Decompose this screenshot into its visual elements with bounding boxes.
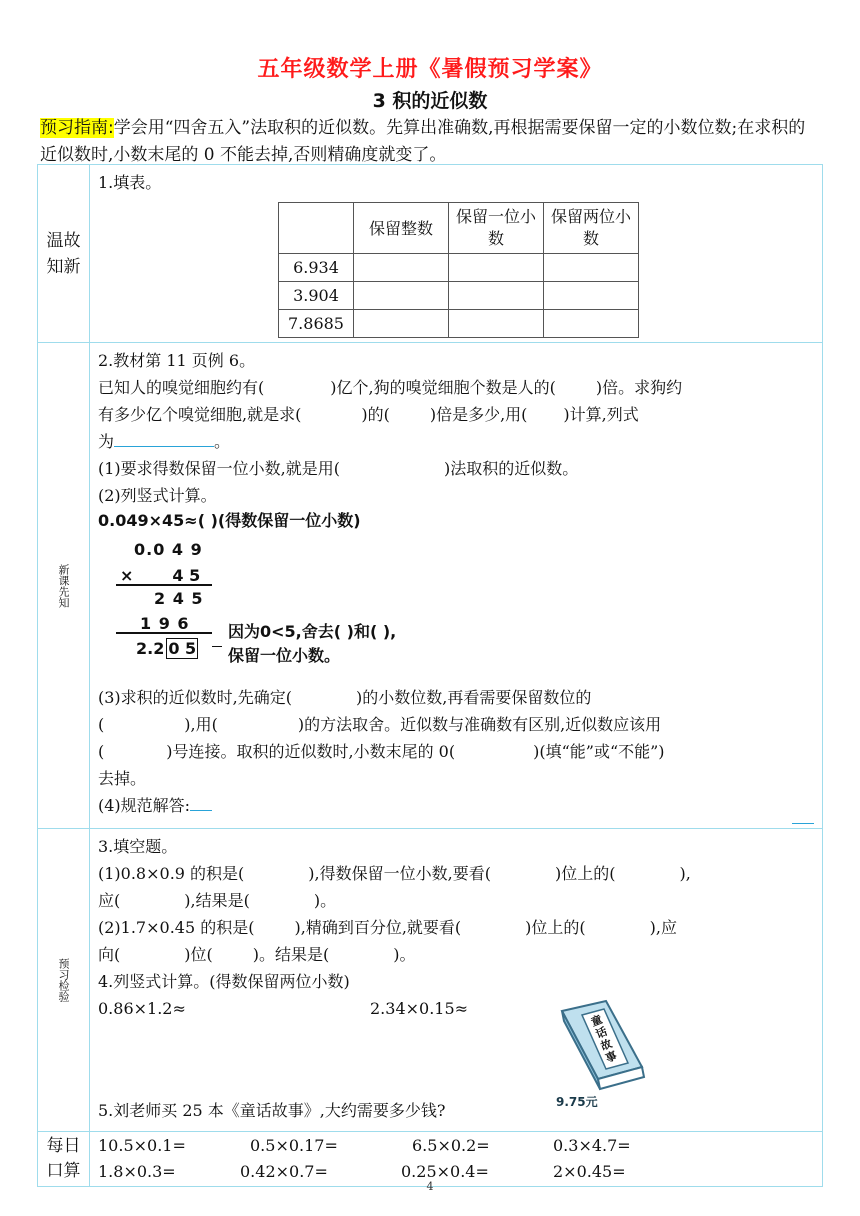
calc-note-1: 因为0<5,舍去( )和( ), <box>228 622 397 641</box>
q3-text: )位( <box>184 945 213 964</box>
q2-step1 <box>98 455 814 482</box>
q3-title: 3.填空题。 <box>98 837 178 856</box>
q2-answer-line-end <box>792 823 814 824</box>
q3-text: ), <box>679 864 691 883</box>
q4-title: 4.列竖式计算。(得数保留两位小数) <box>98 972 350 991</box>
q2-answer-line[interactable] <box>114 428 214 447</box>
q2-text: )法取积的近似数。 <box>444 459 579 478</box>
calc-arrow <box>212 646 222 647</box>
q3-text: )位上的( <box>554 864 616 883</box>
q2-text: )的( <box>361 405 390 424</box>
q1-cell[interactable] <box>354 310 449 338</box>
document-title: 五年级数学上册《暑假预习学案》 <box>257 57 603 82</box>
q1-cell[interactable] <box>544 310 639 338</box>
q3-text: (1)0.8×0.9 的积是( <box>98 864 245 883</box>
q2-text: )倍是多少,用( <box>429 405 528 424</box>
q2-text: 已知人的嗅觉细胞约有( <box>98 378 265 397</box>
q2-text: )的方法取舍。近似数与准确数有区别,近似数应该用 <box>297 715 662 734</box>
q2-text: )倍。求狗约 <box>595 378 683 397</box>
q1-cell[interactable] <box>449 254 544 282</box>
q2-line1 <box>98 374 814 401</box>
q3-text: )。 <box>313 891 337 910</box>
q1-cell[interactable] <box>449 310 544 338</box>
q1-cell[interactable] <box>354 254 449 282</box>
q3-text: 向( <box>98 945 121 964</box>
q2-text: )亿个,狗的嗅觉细胞个数是人的( <box>330 378 556 397</box>
q2-text: )(填“能”或“不能”) <box>533 742 665 761</box>
book-illustration <box>542 997 652 1109</box>
q2-text: ( <box>98 742 105 761</box>
calc-multiplier: × 4 5 <box>120 566 201 585</box>
q1-row-label: 3.904 <box>279 282 354 310</box>
q2-text: (1)要求得数保留一位小数,就是用( <box>98 459 340 478</box>
oral-item: 0.42×0.7= <box>240 1162 328 1181</box>
q3-text: ),应 <box>649 918 677 937</box>
q1-fill-table <box>278 202 639 338</box>
section-review <box>38 165 90 343</box>
q3-text: )。结果是( <box>252 945 330 964</box>
q2-title: 2.教材第 11 页例 6。 <box>98 351 256 370</box>
q1-cell[interactable] <box>544 282 639 310</box>
section-review-label: 温故知新 <box>46 230 81 277</box>
q2-text: ),用( <box>184 715 218 734</box>
oral-item: 0.25×0.4= <box>401 1162 489 1181</box>
calc-result-kept: 2.2 <box>136 639 165 658</box>
section-daily-oral <box>38 1132 90 1187</box>
q3-text: ),得数保留一位小数,要看( <box>308 864 491 883</box>
oral-item: 6.5×0.2= <box>412 1136 490 1155</box>
section-new-lesson <box>38 343 90 829</box>
calc-result <box>136 635 198 662</box>
q2-line3 <box>98 428 814 455</box>
q2-calc-line: 0.049×45≈( )(得数保留一位小数) <box>98 511 361 530</box>
q1-header-two-decimal-text: 保留两位小数 <box>551 207 632 248</box>
q2-step3-line4: 去掉。 <box>98 769 147 788</box>
section-preview-check <box>38 829 90 1132</box>
q2-text: (3)求积的近似数时,先确定( <box>98 688 292 707</box>
book-price: 9.75元 <box>556 1095 598 1109</box>
q2-answer-line[interactable] <box>190 792 212 811</box>
section-preview-check-label: 预习检验 <box>57 958 70 1002</box>
q4-expressions <box>98 995 814 1022</box>
q3-text: (2)1.7×0.45 的积是( <box>98 918 255 937</box>
q2-text: ( <box>98 715 105 734</box>
q2-text: 为 <box>98 432 115 451</box>
guide-text: 学会用“四舍五入”法取积的近似数。先算出准确数,再根据需要保留一定的小数位数;在求积的近似数时,小数末尾的 0 不能去掉,否则精确度就变了。 <box>40 118 806 165</box>
q1-cell[interactable] <box>354 282 449 310</box>
q2-text: 。 <box>214 432 231 451</box>
q2-step3-line1 <box>98 684 814 711</box>
q2-text: 有多少亿个嗅觉细胞,就是求( <box>98 405 302 424</box>
q1-header-empty <box>279 203 354 254</box>
q3-b-line1 <box>98 914 814 941</box>
calc-multiplicand: 0.0 4 9 <box>134 540 203 559</box>
oral-item: 0.5×0.17= <box>250 1136 338 1155</box>
oral-item: 0.3×4.7= <box>553 1136 631 1155</box>
oral-item: 1.8×0.3= <box>98 1162 176 1181</box>
q2-text: )的小数位数,再看需要保留数位的 <box>356 688 592 707</box>
guide-label: 预习指南: <box>40 118 114 138</box>
q1-cell[interactable] <box>449 282 544 310</box>
calc-partial-1: 2 4 5 <box>154 589 204 608</box>
worksheet-table <box>37 164 823 1187</box>
q2-step4 <box>98 792 814 819</box>
lesson-title: 3 积的近似数 <box>372 90 488 112</box>
calc-rule-2 <box>116 632 212 634</box>
section-new-lesson-label: 新课先知 <box>57 563 70 608</box>
calc-note-2: 保留一位小数。 <box>228 646 341 665</box>
page-number: 4 <box>426 1180 434 1193</box>
q1-row-label: 6.934 <box>279 254 354 282</box>
q3-text: 应( <box>98 891 121 910</box>
vertical-calculation <box>98 534 814 665</box>
q1-row-label: 7.8685 <box>279 310 354 338</box>
q4-expression-2: 2.34×0.15≈ <box>370 999 469 1018</box>
calc-result-boxed: 0 5 <box>168 639 197 658</box>
q2-text: )计算,列式 <box>563 405 639 424</box>
q3-text: ),结果是( <box>184 891 250 910</box>
q1-title: 1.填表。 <box>98 173 162 192</box>
q2-text: (4)规范解答: <box>98 796 191 815</box>
oral-item: 2×0.45= <box>553 1162 626 1181</box>
section-daily-oral-label: 每日口算 <box>46 1136 81 1181</box>
q2-line2 <box>98 401 814 428</box>
q2-step2: (2)列竖式计算。 <box>98 486 217 505</box>
q1-header-two-decimal <box>544 203 639 254</box>
preview-guide <box>40 115 820 169</box>
q3-text: )。 <box>393 945 416 964</box>
q1-cell[interactable] <box>544 254 639 282</box>
q2-text: )号连接。取积的近似数时,小数末尾的 0( <box>166 742 456 761</box>
q3-text: )位上的( <box>525 918 586 937</box>
q3-a-line2 <box>98 887 814 914</box>
q4-expression-1: 0.86×1.2≈ <box>98 999 186 1018</box>
q2-step3-line2 <box>98 711 814 738</box>
q1-header-one-decimal <box>449 203 544 254</box>
q5-question: 5.刘老师买 25 本《童话故事》,大约需要多少钱? <box>98 1101 446 1120</box>
q1-header-integer: 保留整数 <box>354 203 449 254</box>
q2-step3-line3 <box>98 738 814 765</box>
book-title: 童话故事 <box>589 1012 619 1066</box>
q3-b-line2 <box>98 941 814 968</box>
q1-header-one-decimal-text: 保留一位小数 <box>456 207 537 248</box>
q3-text: ),精确到百分位,就要看( <box>294 918 462 937</box>
q3-a-line1 <box>98 860 814 887</box>
calc-partial-2: 1 9 6 <box>140 614 190 633</box>
oral-item: 10.5×0.1= <box>98 1136 186 1155</box>
